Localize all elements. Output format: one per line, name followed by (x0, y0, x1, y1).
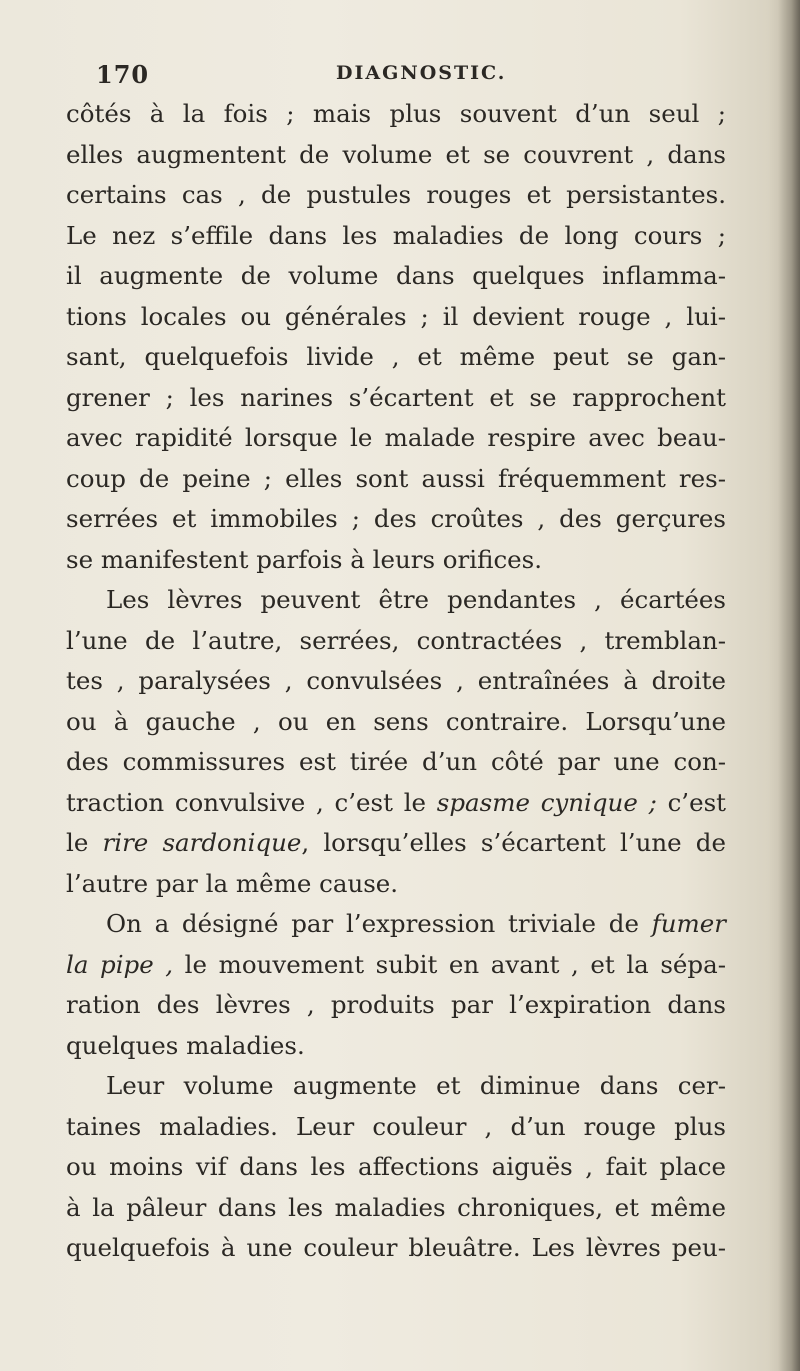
text-segment: taines maladies. Leur couleur , d’un rouge plus (66, 1111, 726, 1141)
text-segment: des commissures est tirée d’un côté par une con- (66, 747, 726, 776)
text-segment: Leur volume augmente et diminue dans cer- (106, 1071, 726, 1100)
text-line (66, 297, 726, 338)
text-line (66, 135, 726, 176)
text-line (66, 256, 726, 297)
page-number: 170 (96, 60, 150, 89)
text-line (66, 823, 726, 864)
text-line (66, 1228, 726, 1269)
text-segment: sant, quelquefois livide , et même peut se gan- (66, 342, 726, 371)
text-line (66, 378, 726, 419)
text-line (66, 661, 726, 702)
text-segment: côtés à la fois ; mais plus souvent d’un seul ; (66, 99, 726, 128)
text-segment: traction convulsive , c’est le (66, 787, 437, 817)
text-line (66, 418, 726, 459)
text-line (66, 904, 726, 945)
text-segment: tions locales ou générales ; il devient rouge , lui- (66, 301, 726, 331)
text-segment: ration des lèvres , produits par l’expiration dans (66, 990, 726, 1019)
text-segment: c’est (656, 787, 727, 817)
text-segment: On a désigné par l’expression triviale de (106, 909, 652, 938)
text-segment: coup de peine ; elles sont aussi fréquemment res- (66, 463, 726, 493)
text-line (66, 337, 726, 378)
running-title: DIAGNOSTIC. (336, 62, 507, 84)
text-segment: elles augmentent de volume et se couvrent , dans (66, 139, 726, 169)
text-line (66, 742, 726, 783)
text-segment: ou moins vif dans les affections aiguës , fait place (66, 1152, 726, 1181)
text-line (66, 621, 726, 662)
text-line (66, 216, 726, 257)
text-line (66, 1066, 726, 1107)
text-line (66, 783, 726, 824)
text-line (66, 580, 726, 621)
body-text (66, 94, 726, 1269)
page-edge-shadow (778, 0, 800, 1371)
text-segment: grener ; les narines s’écartent et se rapprochent (66, 382, 726, 412)
text-segment: certains cas , de pustules rouges et persistantes. (66, 180, 726, 209)
text-line (66, 945, 726, 986)
text-segment: , lorsqu’elles s’écartent l’une de (301, 828, 726, 857)
text-segment: se manifestent parfois à leurs orifices. (66, 544, 543, 574)
text-segment: avec rapidité lorsque le malade respire avec beau- (66, 423, 726, 452)
text-line (66, 94, 726, 135)
text-segment: l’autre par la même cause. (66, 868, 399, 898)
text-line (66, 1026, 726, 1067)
page-header (96, 60, 736, 94)
text-line (66, 175, 726, 216)
text-line (66, 702, 726, 743)
text-segment: le mouvement subit en avant , et la sépa- (173, 949, 726, 979)
italic-term: la pipe , (66, 949, 174, 979)
text-segment: quelques maladies. (66, 1030, 305, 1060)
text-segment: serrées et immobiles ; des croûtes , des gerçures (66, 504, 726, 533)
text-segment: Le nez s’effile dans les maladies de long cours ; (66, 220, 726, 250)
text-segment: quelquefois à une couleur bleuâtre. Les lèvres peu- (66, 1233, 726, 1262)
text-segment: à la pâleur dans les maladies chroniques, et même (66, 1192, 726, 1222)
text-segment: Les lèvres peuvent être pendantes , écartées (106, 585, 726, 614)
text-segment: tes , paralysées , convulsées , entraînées à droite (66, 666, 726, 695)
text-line (66, 1147, 726, 1188)
text-line (66, 864, 726, 905)
text-segment: l’une de l’autre, serrées, contractées , tremblan- (66, 625, 726, 655)
text-line (66, 1188, 726, 1229)
text-line (66, 459, 726, 500)
text-segment: il augmente de volume dans quelques inflamma- (66, 261, 726, 290)
text-segment: ou à gauche , ou en sens contraire. Lorsqu’une (66, 706, 726, 736)
text-line (66, 540, 726, 581)
text-segment: le (66, 828, 103, 857)
text-line (66, 1107, 726, 1148)
italic-term: rire sardonique (102, 828, 302, 857)
text-line (66, 499, 726, 540)
text-line (66, 985, 726, 1026)
italic-term: fumer (651, 909, 726, 938)
italic-term: spasme cynique ; (436, 787, 657, 817)
